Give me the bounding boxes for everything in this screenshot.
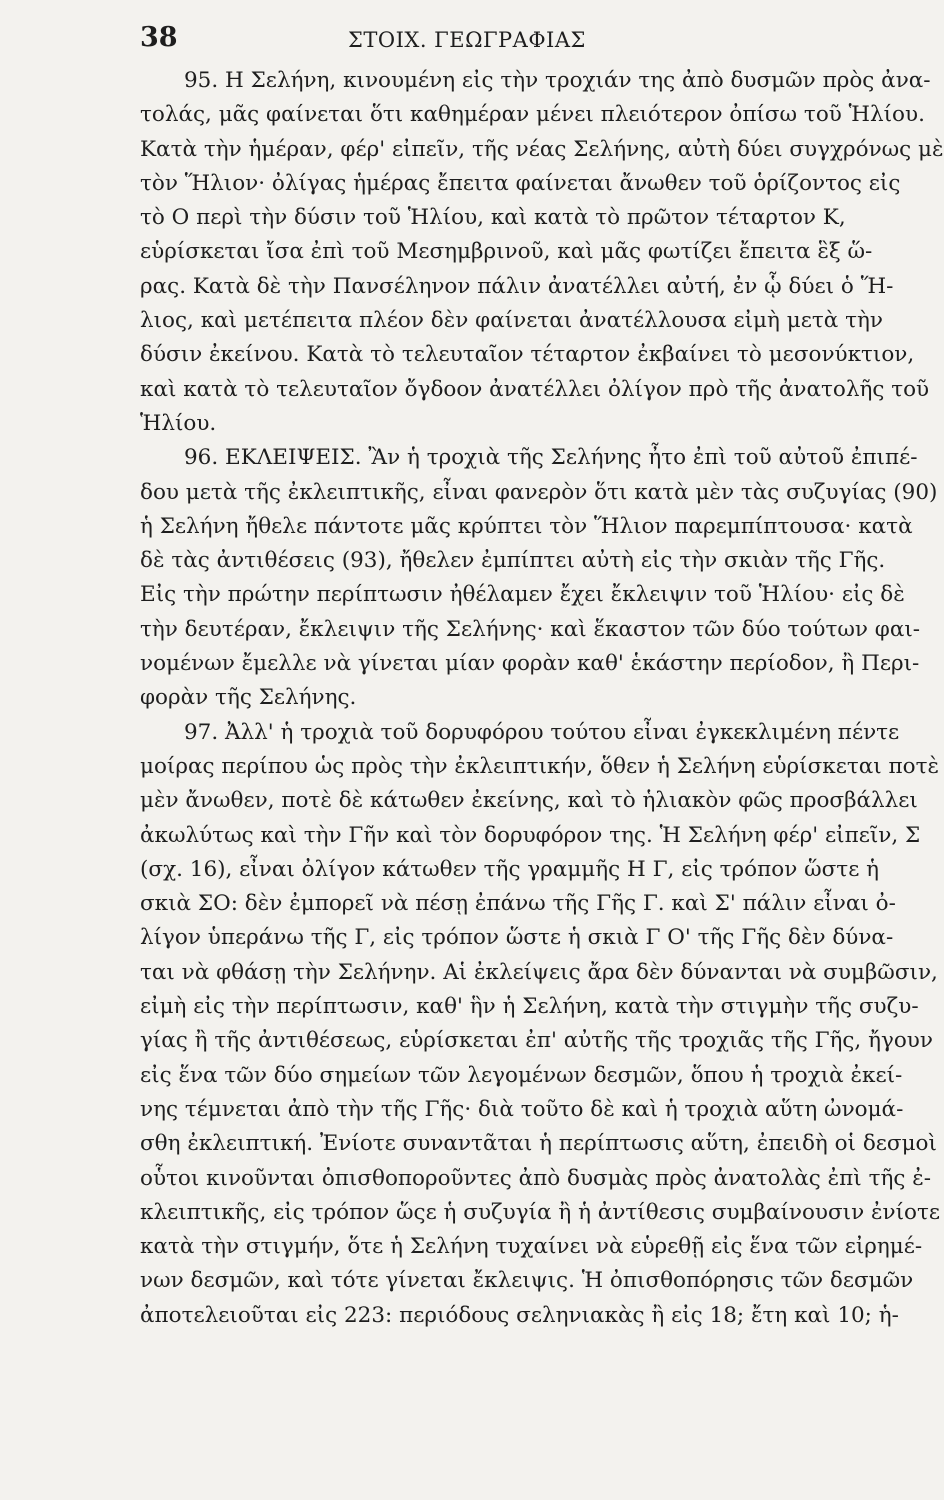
text-line: δὲ τὰς ἀντιθέσεις (93), ἤθελεν ἐμπίπτει αὐτὴ εἰς τὴν σκιὰν τῆς Γῆς. [140,548,886,574]
running-title: ΣΤΟΙΧ. ΓΕΩΓΡΑΦΙΑΣ [348,28,586,52]
text-line: εὑρίσκεται ἴσα ἐπὶ τοῦ Μεσημβρινοῦ, καὶ μᾶς φωτίζει ἔπειτα ἓξ ὥ- [140,239,873,265]
text-line: τὴν δευτέραν, ἔκλειψιν τῆς Σελήνης· καὶ ἕκαστον τῶν δύο τούτων φαι- [140,616,921,642]
text-line: κατὰ τὴν στιγμήν, ὅτε ἡ Σελήνη τυχαίνει νὰ εὑρεθῇ εἰς ἕνα τῶν εἰρημέ- [140,1234,923,1260]
text-line: 96. ΕΚΛΕΙΨΕΙΣ. Ἂν ἡ τροχιὰ τῆς Σελήνης ἦτο ἐπὶ τοῦ αὐτοῦ ἐπιπέ- [184,445,918,471]
text-line: ἡ Σελήνη ἤθελε πάντοτε μᾶς κρύπτει τὸν Ἥλιον παρεμπίπτουσα· κατὰ [140,513,913,539]
text-line: λιος, καὶ μετέπειτα πλέον δὲν φαίνεται ἀνατέλλουσα εἰμὴ μετὰ τὴν [140,308,883,334]
text-line: οὗτοι κινοῦνται ὀπισθοπορoῦντες ἀπὸ δυσμὰς πρὸς ἀνατολὰς ἐπὶ τῆς ἐ- [140,1165,932,1191]
text-line: ἀκωλύτως καὶ τὴν Γῆν καὶ τὸν δορυφόρον της. Ἡ Σελήνη φέρ' εἰπεῖν, Σ [140,822,921,848]
text-line: μὲν ἄνωθεν, ποτὲ δὲ κάτωθεν ἐκείνης, καὶ τὸ ἡλιακὸν φῶς προσβάλλει [140,788,918,814]
text-line: σκιὰ ΣΟ: δὲν ἐμπορεῖ νὰ πέσῃ ἐπάνω τῆς Γῆς Γ. καὶ Σ' πάλιν εἶναι ὀ- [140,891,896,917]
text-line: εἰμὴ εἰς τὴν περίπτωσιν, καθ' ἣν ἡ Σελήνη, κατὰ τὴν στιγμὴν τῆς συζυ- [140,994,919,1020]
text-line: Εἰς τὴν πρώτην περίπτωσιν ἠθέλαμεν ἔχει ἔκλειψιν τοῦ Ἡλίου· εἰς δὲ [140,582,905,608]
text-line: νομένων ἔμελλε νὰ γίνεται μίαν φορὰν καθ' ἑκάστην περίοδον, ἢ Περι- [140,651,920,677]
page-number: 38 [140,22,178,53]
text-line: γίας ἢ τῆς ἀντιθέσεως, εὑρίσκεται ἐπ' αὐτῆς τῆς τροχιᾶς τῆς Γῆς, ἤγουν [140,1028,933,1054]
text-line: τολάς, μᾶς φαίνεται ὅτι καθημέραν μένει πλειότερον ὀπίσω τοῦ Ἡλίου. [140,102,925,128]
text-line: Κατὰ τὴν ἡμέραν, φέρ' εἰπεῖν, τῆς νέας Σελήνης, αὐτὴ δύει συγχρόνως μὲ [140,136,944,162]
text-line: (σχ. 16), εἶναι ὀλίγον κάτωθεν τῆς γραμμῆς Η Γ, εἰς τρόπον ὥστε ἡ [140,856,880,882]
text-line: ται νὰ φθάσῃ τὴν Σελήνην. Αἱ ἐκλείψεις ἄρα δὲν δύνανται νὰ συμβῶσιν, [140,959,938,985]
text-line: εἰς ἕνα τῶν δύο σημείων τῶν λεγομένων δεσμῶν, ὅπου ἡ τροχιὰ ἐκεί- [140,1062,903,1088]
text-line: νης τέμνεται ἀπὸ τὴν τῆς Γῆς· διὰ τοῦτο δὲ καὶ ἡ τροχιὰ αὕτη ὠνομά- [140,1096,904,1122]
text-line: νων δεσμῶν, καὶ τότε γίνεται ἔκλειψις. Ἡ ὀπισθοπόρησις τῶν δεσμῶν [140,1268,914,1294]
text-line: σθη ἐκλειπτική. Ἐνίοτε συναντᾶται ἡ περίπτωσις αὕτη, ἐπειδὴ οἱ δεσμοὶ [140,1131,937,1157]
text-line: λίγον ὑπεράνω τῆς Γ, εἰς τρόπον ὥστε ἡ σκιὰ Γ Ο' τῆς Γῆς δὲν δύνα- [140,925,894,951]
text-line: δύσιν ἐκείνου. Κατὰ τὸ τελευταῖον τέταρτον ἐκβαίνει τὸ μεσονύκτιον, [140,342,915,368]
text-line: κλειπτικῆς, εἰς τρόπον ὥςε ἡ συζυγία ἢ ἡ ἀντίθεσις συμβαίνουσιν ἐνίοτε [140,1199,940,1225]
text-line: 97. Ἀλλ' ἡ τροχιὰ τοῦ δορυφόρου τούτου εἶναι ἐγκεκλιμένη πέντε [184,719,900,745]
text-line: 95. Η Σελήνη, κινουμένη εἰς τὴν τροχιάν της ἀπὸ δυσμῶν πρὸς ἀνα- [184,68,931,93]
text-line: τὸν Ἥλιον· ὀλίγας ἡμέρας ἔπειτα φαίνεται ἄνωθεν τοῦ ὁρίζοντος εἰς [140,170,901,196]
text-line: Ἡλίου. [140,410,217,436]
text-line: δου μετὰ τῆς ἐκλειπτικῆς, εἶναι φανερὸν ὅτι κατὰ μὲν τὰς συζυγίας (90) [140,479,938,505]
text-line: καὶ κατὰ τὸ τελευταῖον ὄγδοον ἀνατέλλει ὀλίγον πρὸ τῆς ἀνατολῆς τοῦ [140,376,930,402]
page-header [140,22,820,56]
text-line: τὸ Ο περὶ τὴν δύσιν τοῦ Ἡλίου, καὶ κατὰ τὸ πρῶτον τέταρτον Κ, [140,205,846,231]
body-text [140,64,944,1333]
text-line: φορὰν τῆς Σελήνης. [140,685,357,711]
text-line: ἀποτελειοῦται εἰς 223: περιόδους σεληνιακὰς ἢ εἰς 18; ἔτη καὶ 10; ἡ- [140,1302,899,1328]
text-line: ρας. Κατὰ δὲ τὴν Πανσέληνον πάλιν ἀνατέλλει αὐτή, ἐν ᾧ δύει ὁ Ἥ- [140,273,894,299]
text-line: μοίρας περίπου ὡς πρὸς τὴν ἐκλειπτικήν, ὅθεν ἡ Σελήνη εὑρίσκεται ποτὲ [140,753,940,779]
